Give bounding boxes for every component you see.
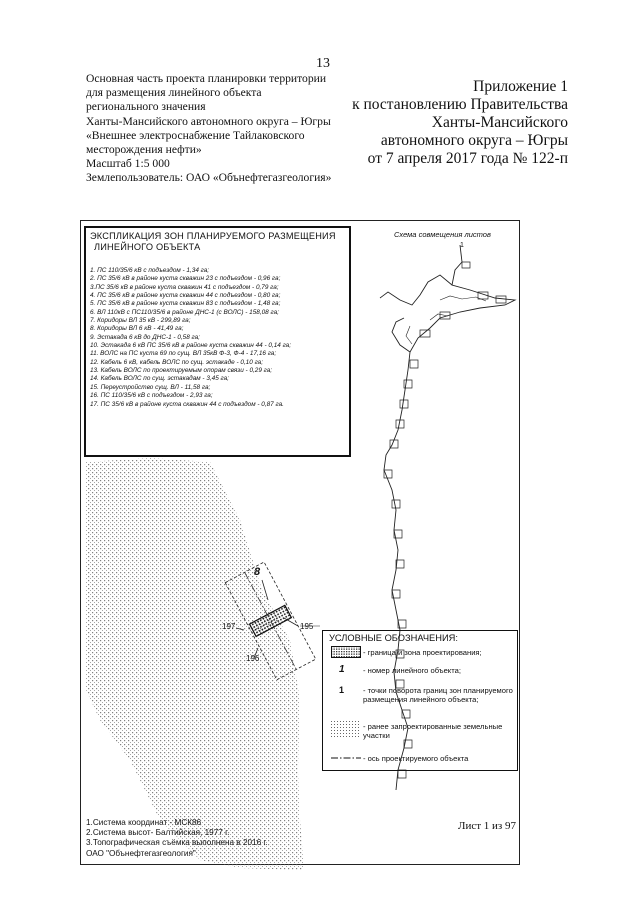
object-number-symbol: 1 <box>339 664 345 675</box>
header-left-line: регионального значения <box>86 100 206 114</box>
explication-item: 10. Эстакада 6 кВ ПС 35/6 кВ в районе куста скважин 44 - 0,14 га; <box>90 342 291 350</box>
appendix-title: Приложение 1 <box>473 78 568 95</box>
appendix-line: к постановлению Правительства <box>352 96 568 113</box>
header-left-line: месторождения нефти» <box>86 143 202 157</box>
explication-item: 13. Кабель ВОЛС по проектируемым опорам связи - 0,29 га; <box>90 367 273 375</box>
explication-item: 12. Кабель 6 кВ, кабель ВОЛС по сущ. эстакаде - 0,10 га; <box>90 358 263 366</box>
legend-text: - номер линейного объекта; <box>363 666 461 675</box>
explication-item: 2. ПС 35/6 кВ в районе куста скважин 23 с подъездом - 0,96 га; <box>90 275 281 283</box>
appendix-line: автономного округа – Югры <box>380 132 568 149</box>
legend-text: - ранее запроектированные земельные участки <box>363 722 503 740</box>
note-line: ОАО "Обънефтегазгеология" <box>86 848 196 858</box>
legend-text: - точки поворота границ зон планируемого размещения линейного объекта; <box>363 686 513 704</box>
explication-item: 5. ПС 35/6 кВ в районе куста скважин 83 с подъездом - 1,48 га; <box>90 300 281 308</box>
explication-item: 15. Переустройство сущ. ВЛ - 11,58 га; <box>90 383 211 391</box>
land-user-label: Землепользователь: ОАО «Обънефтегазгеология» <box>86 171 332 185</box>
hatched-zone-icon <box>331 646 361 658</box>
legend-text: - ось проектируемого объекта <box>363 754 469 763</box>
sheet-number: Лист 1 из 97 <box>458 820 517 832</box>
stippled-area-icon <box>331 721 361 739</box>
explication-item: 1. ПС 110/35/6 кВ с подъездом - 1,34 га; <box>90 267 210 274</box>
explication-item: 17. ПС 35/6 кВ в районе куста скважин 44 с подъездом - 0,87 га. <box>90 400 284 408</box>
legend-text: - граница и зона проектирования; <box>363 648 482 657</box>
explication-item: 16. ПС 110/35/6 кВ с подъездом - 2,93 га; <box>90 392 213 400</box>
scheme-title: Схема совмещения листов <box>394 230 491 239</box>
scheme-sheet-number: 1 <box>460 242 464 249</box>
page-number: 13 <box>316 56 330 71</box>
linear-object-number: 8 <box>254 566 261 578</box>
legend-box <box>322 630 518 771</box>
scheme-branch <box>392 318 410 352</box>
note-line: 1.Система координат - МСК86 <box>86 818 202 827</box>
explication-item: 4. ПС 35/6 кВ в районе куста скважин 44 с подъездом - 0,80 га; <box>90 292 281 300</box>
explication-item: 14. Кабель ВОЛС по сущ. эстакадам - 3,45 га; <box>90 375 229 383</box>
turn-point-symbol: 1 <box>339 685 345 695</box>
appendix-date: от 7 апреля 2017 года № 122-п <box>367 150 568 167</box>
note-line: 3.Топографическая съёмка выполнена в 2016 г. <box>86 838 268 848</box>
explication-item: 8. Коридоры ВЛ 6 кВ - 41,49 га; <box>90 325 184 333</box>
note-line: 2.Система высот- Балтийская, 1977 г. <box>86 828 230 838</box>
explication-list <box>86 267 349 409</box>
existing-land-plot <box>86 458 304 870</box>
turn-point-196: 196 <box>246 654 260 663</box>
dash-dot-line-icon <box>331 756 361 760</box>
appendix-line: Ханты-Мансийского <box>431 114 568 131</box>
legend-title: УСЛОВНЫЕ ОБОЗНАЧЕНИЯ: <box>329 633 458 643</box>
explication-item: 9. Эстакада 6 кВ до ДНС-1 - 0,58 га; <box>90 333 200 341</box>
explication-title-line: ЭКСПЛИКАЦИЯ ЗОН ПЛАНИРУЕМОГО РАЗМЕЩЕНИЯ <box>90 231 336 241</box>
header-left-line: для размещения линейного объекта <box>86 86 262 100</box>
header-left-line: Основная часть проекта планировки территории <box>86 72 327 85</box>
scale-label: Масштаб 1:5 000 <box>86 157 170 171</box>
explication-title <box>90 231 349 253</box>
header-left-line: «Внешнее электроснабжение Тайлаковского <box>86 128 305 142</box>
map-notes <box>86 818 268 859</box>
turn-point-195: 195 <box>300 622 314 631</box>
scheme-branch <box>380 275 452 305</box>
scheme-detail <box>406 296 486 344</box>
turn-point-197: 197 <box>222 622 236 631</box>
header-left-line: Ханты-Мансийского автономного округа – Югры <box>86 114 331 128</box>
explication-item: 11. ВОЛС на ПС куста 69 по сущ. ВЛ 35кВ Ф-3, Ф-4 - 17,16 га; <box>90 350 277 358</box>
explication-item: 7. Коридоры ВЛ 35 кВ - 299,89 га; <box>90 317 191 325</box>
explication-title-line: ЛИНЕЙНОГО ОБЪЕКТА <box>94 242 201 252</box>
explication-box <box>84 226 351 457</box>
explication-item: 6. ВЛ 110кВ с ПС110/35/6 в районе ДНС-1 (с ВОЛС) - 158,08 га; <box>90 308 279 316</box>
explication-item: 3.ПС 35/6 кВ в районе куста скважин 41 с подъездом - 0,79 га; <box>90 283 279 291</box>
